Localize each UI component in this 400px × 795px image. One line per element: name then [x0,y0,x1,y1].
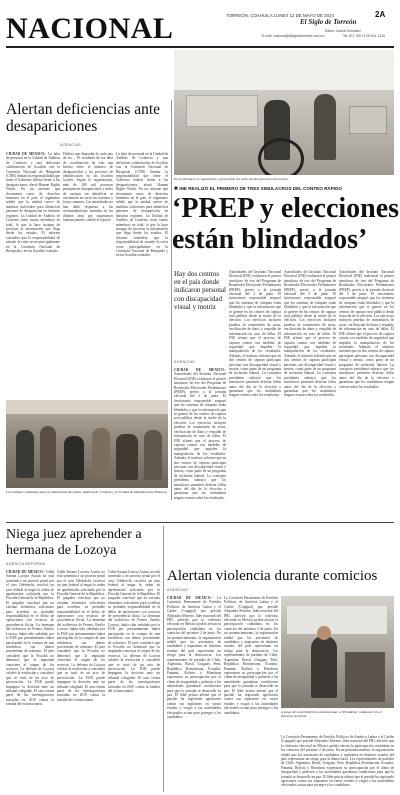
story1-body-col2 [63,152,113,392]
story1-source: AGENCIAS [60,143,81,147]
story2-caption: En el simulacro se capturaron y procesaron las actas de dos procesos electorales. [174,177,289,181]
story3-body-text2: Gilda Susana Lozoya Austin no está sometida a un proceso penal por el caso Odebrecht, resolvió un juez federal al negar la orden de aprehensión solicitada por la Fiscalía General de la República. El juzgador concluyó que no existían elementos suficientes para acreditar su probable responsabilidad en el delito de operaciones con recursos de procedencia ilícita. La hermana del exdirector de Pemex, Emilio Lozoya, había sido señalada por la FGR por presuntamente haber participado en la compra de una residencia con dinero proveniente de sobornos. El juez consideró que la Fiscalía no demostró que la imputada conociera el origen de los recursos. La defensa de Lozoya celebró la resolución y consideró que se trató de un acto de persecución. La FGR puede impugnar la decisión ante un tribunal colegiado. El caso forma parte de las investigaciones iniciadas en 2019 contra la familia del exfuncionario. [57,570,105,702]
story2-body-col1 [174,368,226,520]
bottom-column-divider [163,526,164,792]
story2-body-text3: Autoridades del Instituto Nacional Electoral (INE) realizaron el primer simulacro de tres del Programa de Resultados Electorales Preliminares (PREP), previo a la jornada electoral del 2 de junio. El funcionario responsable aseguró que los sistemas de cómputo están blindados y que la información que se genere en los centros de captura será pública desde la noche de la elección. Los ejercicios incluyen pruebas de transmisión de actas, verificación de datos y respaldo de información en caso de fallas. El INE afirmó que el proceso de captura cuenta con medidas de seguridad que impiden la manipulación de los resultados. Además, el instituto informó que en dos centros de captura participan personas con discapacidad visual y motriz, como parte de un programa de inclusión laboral. La consejera presidenta subrayó que los simulacros permiten detectar fallas antes del día de la elección y garantizar que los ciudadanos tengan certeza sobre los resultados. [284,270,336,398]
story1-body-col3 [116,152,168,392]
story4-body-col3 [281,735,394,792]
page-number: 2A [375,10,386,19]
story4-photo [281,596,394,708]
story1-body-text3: La falta de personal en la Unidad de Análisis de Contexto y una deficiente colaboración de fiscalías con la Comisión Nacional de Búsqueda (CNB) limitan la responsabilidad que tiene el Gobierno federal frente a las desapariciones, alertó Human Rights Watch. En un informe que documenta casos de derechos humanos en el país, el organismo señaló que la unidad carece de analistas suficientes para identificar patrones de desaparición en distintas regiones. La Unidad de Análisis de Contexto tiene cuatro miembros en total, lo que la hace incapaz de procesar la información que llega desde los estados. El informe considera que la responsabilidad de atender la crisis recae principalmente en la Comisión Nacional de Búsqueda y en las fiscalías estatales. [116,152,168,258]
story4-body-col2 [224,596,278,792]
story2-headline-line1: ‘PREP y elecciones [172,193,400,224]
section-title: NACIONAL [6,12,174,45]
story3-body-text3: Gilda Susana Lozoya Austin no está sometida a un proceso penal por el caso Odebrecht, resolvió un juez federal al negar la orden de aprehensión solicitada por la Fiscalía General de la República. El juzgador concluyó que no existían elementos suficientes para acreditar su probable responsabilidad en el delito de operaciones con recursos de procedencia ilícita. La hermana del exdirector de Pemex, Emilio Lozoya, había sido señalada por la FGR por presuntamente haber participado en la compra de una residencia con dinero proveniente de sobornos. El juez consideró que la Fiscalía no demostró que la imputada conociera el origen de los recursos. La defensa de Lozoya celebró la resolución y consideró que se trató de un acto de persecución. La FGR puede impugnar la decisión ante un tribunal colegiado. El caso forma parte de las investigaciones iniciadas en 2019 contra la familia del exfuncionario. [108,570,160,693]
story3-body-col3 [108,570,160,792]
story4-lead-dateline: CIUDAD DE MÉXICO.- [167,596,213,600]
story4-body-text1: La Comisión Permanente de Partidos Políticos de América Latina y el Caribe (Copppal) que preside Alejandro Moreno, líder nacional del PRI, advirtió que la violencia electoral en México podría afectar la participación ciudadana en los comicios del próximo 2 de junio. En un pronunciamiento, la organización señaló que los asesinatos de candidatos y aspirantes en distintos estados del país representan un riesgo para la democracia. Los representantes de partidos de Chile, Argentina, Brasil, Uruguay, Perú, República Dominicana, Ecuador, Panamá, Bolivia y Honduras expresaron su preocupación por el clima de inseguridad y pidieron a las autoridades garantizar condiciones para que la jornada se desarrolle en paz. El líder priista afirmó que el partido ha registrado agresiones contra sus aspirantes en varios estados y exigió a las autoridades electorales actuar para proteger a los candidatos. [167,596,221,719]
story2-body-col2 [229,270,281,520]
story1-body-text2: Delfina que dependía de cada uno de los ... El resultado de esa falta de coordinación ha sido una brecha entre el número de desaparecidos y los procesos de identificación en las fiscalías locales. Según la organización, más de 100 mil personas permanecen desaparecidas y miles de cuerpos sin identificar se encuentran en servicios forenses y fosas comunes. Las autoridades no han dado respuesta a las recomendaciones emitidas en los últimos años por organismos internacionales, señaló el reporte. [63,152,113,223]
contact-phone: Tel: 871 759 12 00 Ext. 1216 [343,34,385,38]
paper-logo: El Siglo de Torreón [300,18,357,26]
story2-photo [174,50,394,175]
story2-body-col3 [284,270,336,520]
story2-body-col4 [339,270,394,520]
story3-body-col1 [6,570,54,792]
mid-rule [6,522,394,523]
story3-body-col2 [57,570,105,792]
story4-source: AGENCIAS [167,588,188,592]
column-divider [171,100,172,500]
story4-body-text3: La Comisión Permanente de Partidos Políticos de América Latina y el Caribe (Copppal) que preside Alejandro Moreno, líder nacional del PRI, advirtió que la violencia electoral en México podría afectar la participación ciudadana en los comicios del próximo 2 de junio. En un pronunciamiento, la organización señaló que los asesinatos de candidatos y aspirantes en distintos estados del país representan un riesgo para la democracia. Los representantes de partidos de Chile, Argentina, Brasil, Uruguay, Perú, República Dominicana, Ecuador, Panamá, Bolivia y Honduras expresaron su preocupación por el clima de inseguridad y pidieron a las autoridades garantizar condiciones para que la jornada se desarrolle en paz. El líder priista afirmó que el partido ha registrado agresiones contra sus aspirantes en varios estados y exigió a las autoridades electorales actuar para proteger a los candidatos. [281,735,394,788]
story2-source: AGENCIAS [174,360,195,364]
masthead-rule [6,46,394,48]
editor-label: Editor: Carlos González [325,29,361,33]
story1-photo [6,400,168,488]
story3-body-text1: Gilda Susana Lozoya Austin no está sometida a un proceso penal por el caso Odebrecht, resolvió un juez federal al negar la orden de aprehensión solicitada por la Fiscalía General de la República. El juzgador concluyó que no existían elementos suficientes para acreditar su probable responsabilidad en el delito de operaciones con recursos de procedencia ilícita. La hermana del exdirector de Pemex, Emilio Lozoya, había sido señalada por la FGR por presuntamente haber participado en la compra de una residencia con dinero proveniente de sobornos. El juez consideró que la Fiscalía no demostró que la imputada conociera el origen de los recursos. La defensa de Lozoya celebró la resolución y consideró que se trató de un acto de persecución. La FGR puede impugnar la decisión ante un tribunal colegiado. El caso forma parte de las investigaciones iniciadas en 2019 contra la familia del exfuncionario. [6,570,54,707]
story4-body-text2: La Comisión Permanente de Partidos Políticos de América Latina y el Caribe (Copppal) que preside Alejandro Moreno, líder nacional del PRI, advirtió que la violencia electoral en México podría afectar la participación ciudadana en los comicios del próximo 2 de junio. En un pronunciamiento, la organización señaló que los asesinatos de candidatos y aspirantes en distintos estados del país representan un riesgo para la democracia. Los representantes de partidos de Chile, Argentina, Brasil, Uruguay, Perú, República Dominicana, Ecuador, Panamá, Bolivia y Honduras expresaron su preocupación por el clima de inseguridad y pidieron a las autoridades garantizar condiciones para que la jornada se desarrolle en paz. El líder priista afirmó que el partido ha registrado agresiones contra sus aspirantes en varios estados y exigió a las autoridades electorales actuar para proteger a los candidatos. [224,596,278,715]
story2-pullquote: Hay dos centros en el país donde indicaron personal con discapacidad visual y motriz [174,270,226,311]
story2-lead-dateline: CIUDAD DE MÉXICO.- [174,368,226,372]
story1-body-col1 [6,152,60,392]
story1-headline: Alertan deficiencias ante desapariciones [6,101,161,135]
story1-lead-dateline: CIUDAD DE MÉXICO.- [6,152,47,156]
story2-body-text1: Autoridades del Instituto Nacional Electoral (INE) realizaron el primer simulacro de tres del Programa de Resultados Electorales Preliminares (PREP), previo a la jornada electoral del 2 de junio. El funcionario responsable aseguró que los sistemas de cómputo están blindados y que la información que se genere en los centros de captura será pública desde la noche de la elección. Los ejercicios incluyen pruebas de transmisión de actas, verificación de datos y respaldo de información en caso de fallas. El INE afirmó que el proceso de captura cuenta con medidas de seguridad que impiden la manipulación de los resultados. Además, el instituto informó que en dos centros de captura participan personas con discapacidad visual y motriz, como parte de un programa de inclusión laboral. La consejera presidenta subrayó que los simulacros permiten detectar fallas antes del día de la elección y garantizar que los ciudadanos tengan certeza sobre los resultados. [174,372,226,500]
story1-body-text: La falta de personal en la Unidad de Análisis de Contexto y una deficiente colaboración de fiscalías con la Comisión Nacional de Búsqueda (CNB) limitan la responsabilidad que tiene el Gobierno federal frente a las desapariciones, alertó Human Rights Watch. En un informe que documenta casos de derechos humanos en el país, el organismo señaló que la unidad carece de analistas suficientes para identificar patrones de desaparición en distintas regiones. La Unidad de Análisis de Contexto tiene cuatro miembros en total, lo que la hace incapaz de procesar la información que llega desde los estados. El informe considera que la responsabilidad de atender la crisis recae principalmente en la Comisión Nacional de Búsqueda y en las fiscalías estatales. [6,152,60,253]
story4-caption: A pesar de la prohibición constitucional, el Presidente ‘mañanero’ en el discurso electoral. [281,710,382,719]
story4-headline: Alertan violencia durante comicios [167,568,378,584]
story1-caption: Los trabajos realizados para la elaboración del Atlas, Análisis de Contexto y la Unidad de Identificación Humana. [6,490,168,494]
dateline: TORREÓN, COAHUILA LUNES 13 DE MAYO DE 2024 [226,13,334,18]
story3-lead-dateline: CIUDAD DE MÉXICO.- [6,570,45,574]
story3-headline: Niega juez aprehender a hermana de Lozoya [6,527,142,558]
story3-source: AGENCIA REFORMA [6,562,46,566]
story2-body-text2: Autoridades del Instituto Nacional Electoral (INE) realizaron el primer simulacro de tres del Programa de Resultados Electorales Preliminares (PREP), previo a la jornada electoral del 2 de junio. El funcionario responsable aseguró que los sistemas de cómputo están blindados y que la información que se genere en los centros de captura será pública desde la noche de la elección. Los ejercicios incluyen pruebas de transmisión de actas, verificación de datos y respaldo de información en caso de fallas. El INE afirmó que el proceso de captura cuenta con medidas de seguridad que impiden la manipulación de los resultados. Además, el instituto informó que en dos centros de captura participan personas con discapacidad visual y motriz, como parte de un programa de inclusión laboral. La consejera presidenta subrayó que los simulacros permiten detectar fallas antes del día de la elección y garantizar que los ciudadanos tengan certeza sobre los resultados. [229,270,281,398]
story4-body-col1 [167,596,221,792]
story2-kicker-text: INE REALIZÓ EL PRIMERO DE TRES SIMULACROS DEL CONTEO RÁPIDO [179,186,342,191]
story2-kicker: ■ INE REALIZÓ EL PRIMERO DE TRES SIMULACROS DEL CONTEO RÁPIDO [174,186,342,192]
contact-email: E-mail: nacional@elsiglodetorreon.com.mx [262,34,325,38]
story2-body-text4: Autoridades del Instituto Nacional Electoral (INE) realizaron el primer simulacro de tres del Programa de Resultados Electorales Preliminares (PREP), previo a la jornada electoral del 2 de junio. El funcionario responsable aseguró que los sistemas de cómputo están blindados y que la información que se genere en los centros de captura será pública desde la noche de la elección. Los ejercicios incluyen pruebas de transmisión de actas, verificación de datos y respaldo de información en caso de fallas. El INE afirmó que el proceso de captura cuenta con medidas de seguridad que impiden la manipulación de los resultados. Además, el instituto informó que en dos centros de captura participan personas con discapacidad visual y motriz, como parte de un programa de inclusión laboral. La consejera presidenta subrayó que los simulacros permiten detectar fallas antes del día de la elección y garantizar que los ciudadanos tengan certeza sobre los resultados. [339,270,394,389]
story2-headline-line2: están blindados’ [172,224,368,255]
